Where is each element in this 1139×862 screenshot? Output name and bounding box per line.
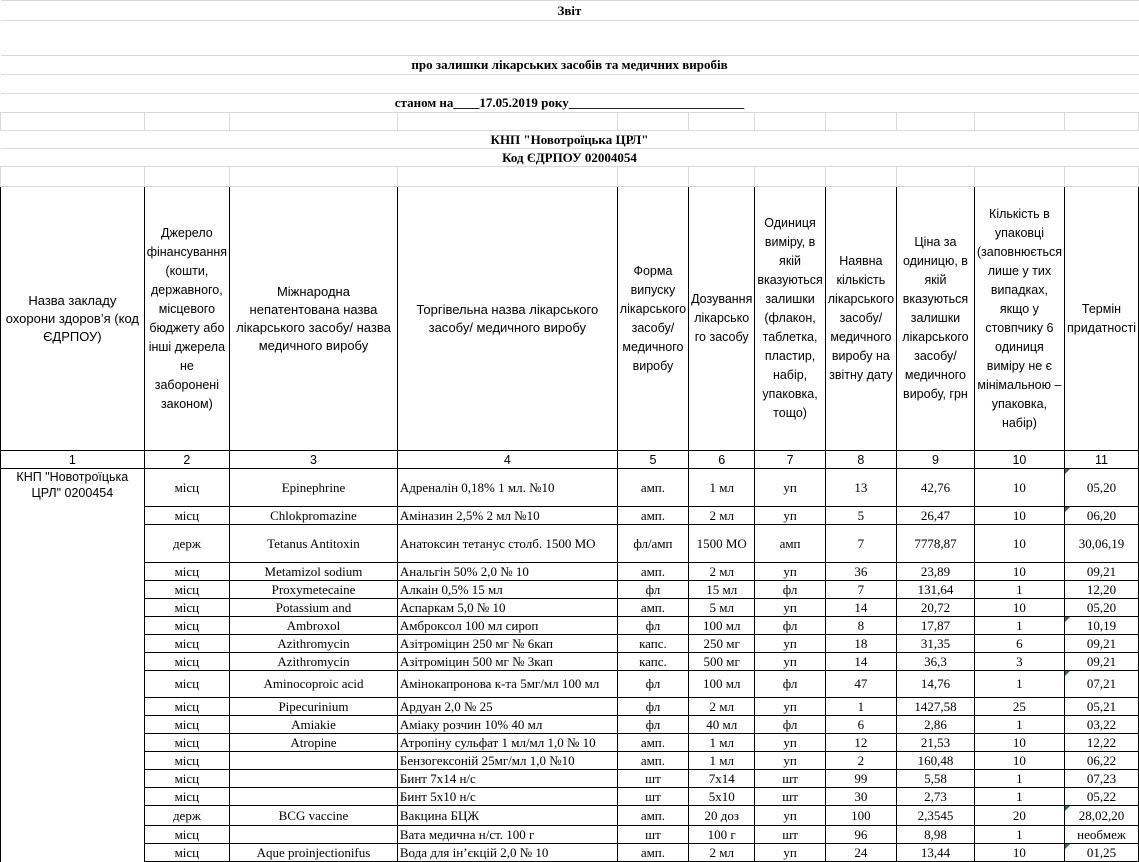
- cell-trade: Ардуан 2,0 № 25: [397, 698, 617, 716]
- cell-price: 2,86: [897, 716, 975, 734]
- cell-unit: амп: [755, 525, 825, 563]
- cell-price: 26,47: [897, 507, 975, 525]
- cell-price: 8,98: [897, 826, 975, 844]
- table-row: [1, 635, 1139, 653]
- cell-inn: Epinephrine: [230, 469, 398, 507]
- cell-src: держ: [144, 525, 229, 563]
- cell-exp: 09,21: [1064, 635, 1138, 653]
- cell-qty: 30: [825, 788, 896, 806]
- cell-src: місц: [144, 716, 229, 734]
- cell-inn: Pipecurinium: [230, 698, 398, 716]
- cell-pack: 10: [974, 469, 1064, 507]
- cell-src: місц: [144, 599, 229, 617]
- cell-pack: 20: [974, 806, 1064, 826]
- cell-dose: 1 мл: [689, 469, 755, 507]
- column-header-7: Одиниця виміру, в якій вказуються залишки (флакон, таблетка, пластир, набір, упаковка, тощо): [755, 187, 825, 451]
- column-header-11: Термін придатності: [1064, 187, 1138, 451]
- table-row: [1, 617, 1139, 635]
- cell-inn: Proxymetecaine: [230, 581, 398, 599]
- table-row: [1, 698, 1139, 716]
- cell-qty: 14: [825, 599, 896, 617]
- cell-dose: 5х10: [689, 788, 755, 806]
- cell-src: місц: [144, 671, 229, 698]
- cell-dose: 5 мл: [689, 599, 755, 617]
- cell-form: фл: [617, 698, 688, 716]
- cell-dose: 100 г: [689, 826, 755, 844]
- organization-name: КНП "Новотроїцька ЦРЛ": [1, 131, 1139, 149]
- cell-pack: 10: [974, 844, 1064, 862]
- cell-exp: 06,22: [1064, 752, 1138, 770]
- cell-exp: 28,02,20: [1064, 806, 1138, 826]
- cell-pack: 6: [974, 635, 1064, 653]
- cell-unit: фл: [755, 716, 825, 734]
- cell-price: 31,35: [897, 635, 975, 653]
- cell-qty: 24: [825, 844, 896, 862]
- column-number-5: 5: [617, 451, 688, 469]
- cell-price: 7778,87: [897, 525, 975, 563]
- cell-pack: 10: [974, 752, 1064, 770]
- cell-inn: [230, 752, 398, 770]
- column-header-8: Наявна кількість лікарського засобу/медичного виробу на звітну дату: [825, 187, 896, 451]
- cell-src: місц: [144, 617, 229, 635]
- cell-dose: 1500 МО: [689, 525, 755, 563]
- cell-pack: 1: [974, 671, 1064, 698]
- cell-dose: 7х14: [689, 770, 755, 788]
- cell-price: 2,73: [897, 788, 975, 806]
- cell-qty: 99: [825, 770, 896, 788]
- cell-pack: 1: [974, 716, 1064, 734]
- cell-src: місц: [144, 734, 229, 752]
- cell-unit: шт: [755, 770, 825, 788]
- cell-qty: 18: [825, 635, 896, 653]
- table-row: [1, 653, 1139, 671]
- cell-qty: 36: [825, 563, 896, 581]
- cell-pack: 10: [974, 525, 1064, 563]
- cell-src: місц: [144, 581, 229, 599]
- cell-inn: [230, 788, 398, 806]
- cell-inn: Atropine: [230, 734, 398, 752]
- table-row: [1, 770, 1139, 788]
- column-number-2: 2: [144, 451, 229, 469]
- column-header-4: Торгівельна назва лікарського засобу/ медичного виробу: [397, 187, 617, 451]
- cell-dose: 20 доз: [689, 806, 755, 826]
- cell-form: капс.: [617, 653, 688, 671]
- cell-exp: 09,21: [1064, 563, 1138, 581]
- cell-exp: 30,06,19: [1064, 525, 1138, 563]
- cell-price: 17,87: [897, 617, 975, 635]
- cell-src: держ: [144, 806, 229, 826]
- cell-inn: Metamizol sodium: [230, 563, 398, 581]
- cell-inn: Potassium and: [230, 599, 398, 617]
- cell-qty: 100: [825, 806, 896, 826]
- cell-trade: Адреналін 0,18% 1 мл. №10: [397, 469, 617, 507]
- cell-qty: 47: [825, 671, 896, 698]
- cell-exp: 10,19: [1064, 617, 1138, 635]
- cell-inn: BCG vaccine: [230, 806, 398, 826]
- column-number-1: 1: [1, 451, 145, 469]
- cell-form: амп.: [617, 734, 688, 752]
- cell-price: 1427,58: [897, 698, 975, 716]
- cell-inn: Tetanus Antitoxin: [230, 525, 398, 563]
- table-row: [1, 826, 1139, 844]
- cell-exp: 07,21: [1064, 671, 1138, 698]
- cell-form: амп.: [617, 563, 688, 581]
- cell-price: 14,76: [897, 671, 975, 698]
- cell-src: місц: [144, 635, 229, 653]
- cell-form: амп.: [617, 507, 688, 525]
- column-header-6: Дозування лікарсько го засобу: [689, 187, 755, 451]
- cell-dose: 250 мг: [689, 635, 755, 653]
- table-row: [1, 788, 1139, 806]
- cell-price: 36,3: [897, 653, 975, 671]
- cell-trade: Амінокапронова к-та 5мг/мл 100 мл: [397, 671, 617, 698]
- cell-dose: 2 мл: [689, 507, 755, 525]
- cell-inn: Azithromycin: [230, 635, 398, 653]
- table-row: [1, 844, 1139, 862]
- cell-pack: 25: [974, 698, 1064, 716]
- cell-form: шт: [617, 788, 688, 806]
- cell-src: місц: [144, 826, 229, 844]
- cell-trade: Вакцина БЦЖ: [397, 806, 617, 826]
- facility-cell: КНП "Новотроїцька ЦРЛ" 0200454: [1, 469, 145, 862]
- cell-price: 131,64: [897, 581, 975, 599]
- cell-src: місц: [144, 507, 229, 525]
- cell-qty: 6: [825, 716, 896, 734]
- table-row: [1, 469, 1139, 507]
- cell-unit: уп: [755, 752, 825, 770]
- cell-unit: уп: [755, 469, 825, 507]
- cell-inn: [230, 770, 398, 788]
- cell-dose: 2 мл: [689, 844, 755, 862]
- cell-src: місц: [144, 563, 229, 581]
- cell-dose: 500 мг: [689, 653, 755, 671]
- cell-price: 5,58: [897, 770, 975, 788]
- cell-trade: Бензогексоній 25мг/мл 1,0 №10: [397, 752, 617, 770]
- cell-qty: 12: [825, 734, 896, 752]
- cell-exp: 01,25: [1064, 844, 1138, 862]
- cell-exp: 12,20: [1064, 581, 1138, 599]
- cell-pack: 1: [974, 770, 1064, 788]
- cell-form: амп.: [617, 806, 688, 826]
- cell-price: 2,3545: [897, 806, 975, 826]
- cell-exp: 05,20: [1064, 469, 1138, 507]
- column-header-9: Ціна за одиницю, в якій вказуються залишки лікарського засобу/медичного виробу, грн: [897, 187, 975, 451]
- table-row: [1, 563, 1139, 581]
- cell-pack: 10: [974, 563, 1064, 581]
- column-header-2: Джерело фінансування (кошти, державного, місцевого бюджету або інші джерела не заборонені законом): [144, 187, 229, 451]
- cell-src: місц: [144, 788, 229, 806]
- table-row: [1, 525, 1139, 563]
- cell-qty: 7: [825, 581, 896, 599]
- cell-pack: 1: [974, 826, 1064, 844]
- report-subtitle: про залишки лікарських засобів та медичних виробів: [1, 56, 1139, 75]
- cell-qty: 7: [825, 525, 896, 563]
- cell-src: місц: [144, 698, 229, 716]
- cell-pack: 10: [974, 734, 1064, 752]
- cell-trade: Азітроміцин 500 мг № 3кап: [397, 653, 617, 671]
- cell-form: капс.: [617, 635, 688, 653]
- column-header-1: Назва закладу охорони здоров’я (код ЄДРПОУ): [1, 187, 145, 451]
- cell-pack: 1: [974, 617, 1064, 635]
- column-header-5: Форма випуску лікарського засобу/ медичного виробу: [617, 187, 688, 451]
- cell-qty: 96: [825, 826, 896, 844]
- cell-unit: фл: [755, 581, 825, 599]
- cell-dose: 40 мл: [689, 716, 755, 734]
- cell-src: місц: [144, 653, 229, 671]
- cell-trade: Алкаін 0,5% 15 мл: [397, 581, 617, 599]
- cell-unit: уп: [755, 599, 825, 617]
- table-row: [1, 581, 1139, 599]
- cell-unit: фл: [755, 671, 825, 698]
- cell-form: фл/амп: [617, 525, 688, 563]
- column-number-6: 6: [689, 451, 755, 469]
- table-row: [1, 507, 1139, 525]
- cell-unit: уп: [755, 635, 825, 653]
- cell-exp: 05,20: [1064, 599, 1138, 617]
- cell-pack: 10: [974, 507, 1064, 525]
- column-header-10: Кількість в упаковці (заповнюється лише у тих випадках, якщо у стовпчику 6 одиниця виміру не є мінімальною – упаковка, набір): [974, 187, 1064, 451]
- cell-form: фл: [617, 581, 688, 599]
- table-row: [1, 752, 1139, 770]
- cell-qty: 8: [825, 617, 896, 635]
- cell-unit: уп: [755, 563, 825, 581]
- table-row: [1, 716, 1139, 734]
- cell-src: місц: [144, 469, 229, 507]
- cell-unit: уп: [755, 698, 825, 716]
- cell-exp: 07,23: [1064, 770, 1138, 788]
- cell-inn: Ambroxol: [230, 617, 398, 635]
- cell-qty: 14: [825, 653, 896, 671]
- cell-unit: шт: [755, 788, 825, 806]
- edrpou-code: Код ЄДРПОУ 02004054: [1, 149, 1139, 167]
- cell-trade: Вата медична н/ст. 100 г: [397, 826, 617, 844]
- cell-inn: Chlokpromazine: [230, 507, 398, 525]
- column-number-4: 4: [397, 451, 617, 469]
- table-row: [1, 671, 1139, 698]
- cell-exp: необмеж: [1064, 826, 1138, 844]
- cell-inn: Azithromycin: [230, 653, 398, 671]
- cell-unit: уп: [755, 806, 825, 826]
- cell-exp: 05,22: [1064, 788, 1138, 806]
- cell-trade: Бинт 7х14 н/с: [397, 770, 617, 788]
- cell-dose: 15 мл: [689, 581, 755, 599]
- table-row: [1, 806, 1139, 826]
- report-date: станом на____17.05.2019 року___________________________: [1, 94, 1139, 113]
- table-row: [1, 734, 1139, 752]
- cell-dose: 1 мл: [689, 752, 755, 770]
- cell-trade: Вода для ін’єкцій 2,0 № 10: [397, 844, 617, 862]
- cell-qty: 5: [825, 507, 896, 525]
- cell-unit: уп: [755, 734, 825, 752]
- cell-price: 21,53: [897, 734, 975, 752]
- cell-unit: фл: [755, 617, 825, 635]
- column-number-11: 11: [1064, 451, 1138, 469]
- cell-qty: 1: [825, 698, 896, 716]
- cell-form: амп.: [617, 469, 688, 507]
- cell-inn: Aque proinjectionifus: [230, 844, 398, 862]
- cell-exp: 09,21: [1064, 653, 1138, 671]
- cell-src: місц: [144, 752, 229, 770]
- cell-exp: 06,20: [1064, 507, 1138, 525]
- column-header-3: Міжнародна непатентована назва лікарського засобу/ назва медичного виробу: [230, 187, 398, 451]
- table-row: [1, 599, 1139, 617]
- cell-price: 13,44: [897, 844, 975, 862]
- cell-exp: 12,22: [1064, 734, 1138, 752]
- column-number-9: 9: [897, 451, 975, 469]
- cell-inn: Amiakie: [230, 716, 398, 734]
- cell-dose: 100 мл: [689, 617, 755, 635]
- cell-trade: Аспаркам 5,0 № 10: [397, 599, 617, 617]
- cell-exp: 03,22: [1064, 716, 1138, 734]
- column-number-8: 8: [825, 451, 896, 469]
- cell-trade: Амброксол 100 мл сироп: [397, 617, 617, 635]
- cell-form: шт: [617, 770, 688, 788]
- cell-form: амп.: [617, 752, 688, 770]
- cell-unit: уп: [755, 507, 825, 525]
- cell-trade: Анатоксин тетанус столб. 1500 МО: [397, 525, 617, 563]
- cell-pack: 3: [974, 653, 1064, 671]
- cell-inn: Aminocoproic acid: [230, 671, 398, 698]
- cell-price: 23,89: [897, 563, 975, 581]
- cell-trade: Атропіну сульфат 1 мл/мл 1,0 № 10: [397, 734, 617, 752]
- cell-src: місц: [144, 770, 229, 788]
- cell-trade: Аміаку розчин 10% 40 мл: [397, 716, 617, 734]
- cell-src: місц: [144, 844, 229, 862]
- column-number-7: 7: [755, 451, 825, 469]
- cell-form: фл: [617, 617, 688, 635]
- cell-unit: уп: [755, 653, 825, 671]
- cell-dose: 1 мл: [689, 734, 755, 752]
- cell-dose: 2 мл: [689, 563, 755, 581]
- cell-qty: 2: [825, 752, 896, 770]
- cell-unit: шт: [755, 826, 825, 844]
- cell-trade: Бинт 5х10 н/с: [397, 788, 617, 806]
- cell-pack: 1: [974, 581, 1064, 599]
- cell-unit: уп: [755, 844, 825, 862]
- report-title: Звіт: [1, 1, 1139, 21]
- cell-dose: 2 мл: [689, 698, 755, 716]
- cell-trade: Азітроміцин 250 мг № 6кап: [397, 635, 617, 653]
- column-number-10: 10: [974, 451, 1064, 469]
- cell-form: амп.: [617, 844, 688, 862]
- cell-dose: 100 мл: [689, 671, 755, 698]
- cell-form: фл: [617, 716, 688, 734]
- cell-form: амп.: [617, 599, 688, 617]
- cell-form: шт: [617, 826, 688, 844]
- cell-price: 160,48: [897, 752, 975, 770]
- cell-trade: Аміназин 2,5% 2 мл №10: [397, 507, 617, 525]
- cell-trade: Анальгін 50% 2,0 № 10: [397, 563, 617, 581]
- cell-pack: 1: [974, 788, 1064, 806]
- cell-price: 42,76: [897, 469, 975, 507]
- column-number-3: 3: [230, 451, 398, 469]
- cell-form: фл: [617, 671, 688, 698]
- cell-pack: 10: [974, 599, 1064, 617]
- cell-exp: 05,21: [1064, 698, 1138, 716]
- cell-inn: [230, 826, 398, 844]
- cell-price: 20,72: [897, 599, 975, 617]
- cell-qty: 13: [825, 469, 896, 507]
